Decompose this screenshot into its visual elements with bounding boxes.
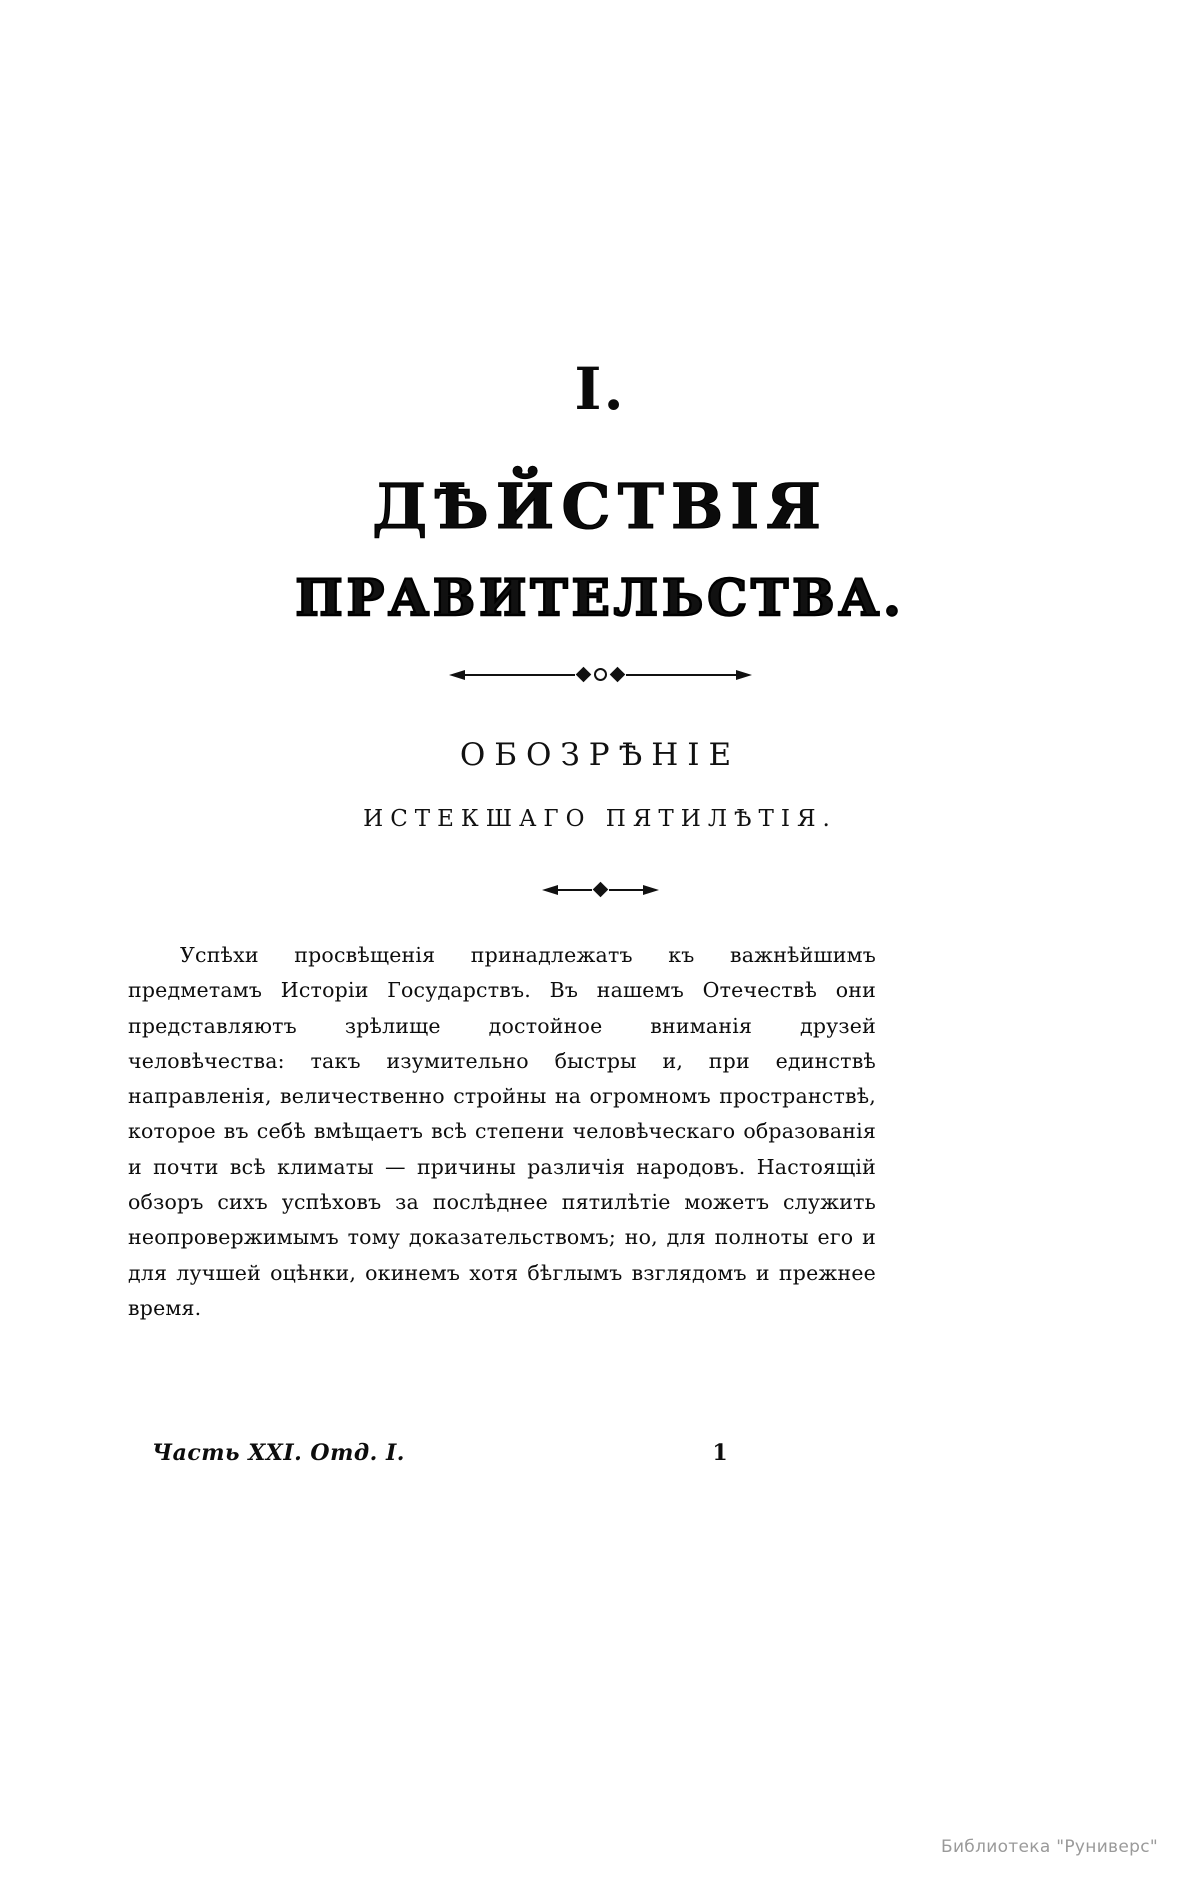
ornament-right-tip-icon xyxy=(736,670,752,680)
library-watermark: Библиотека "Руниверс" xyxy=(941,1837,1158,1857)
paragraph-text: Успѣхи просвѣщенія принадлежатъ къ важнѣйшимъ предметамъ Исторіи Государствъ. Въ нашемъ Отечествѣ они представляютъ зрѣлище достойное вниманія друзей человѣчества: такъ изумительно быстры и, при единствѣ направленія, величественно стройны на огромномъ пространствѣ, которое въ себѣ вмѣщаетъ всѣ степени человѣческаго образованія и почти всѣ климаты — причины различія народовъ. Настоящій обзоръ сихъ успѣховъ за послѣднее пятилѣтіе можетъ служить неопровержимымъ тому доказательствомъ; но, для полноты его и для лучшей оцѣнки, окинемъ хотя бѣглымъ взглядомъ и прежнее время. xyxy=(128,943,876,1320)
ornament-left-tip-icon xyxy=(449,670,465,680)
section-numeral: I. xyxy=(574,355,626,423)
ornament-small-bar-right xyxy=(609,889,643,891)
ornament-small-left-tip-icon xyxy=(542,885,558,895)
article-title: ОБОЗРѢНІЕ xyxy=(459,737,741,773)
ornament-small-right-tip-icon xyxy=(643,885,659,895)
ornament-small-bar-left xyxy=(558,889,592,891)
article-subtitle: ИСТЕКШАГО ПЯТИЛѢТІЯ. xyxy=(363,806,837,832)
display-subheading: ПРАВИТЕЛЬСТВА. xyxy=(295,568,905,627)
ornament-diamond-left-icon xyxy=(575,667,591,683)
display-heading: ДѢЙСТВІЯ xyxy=(372,470,828,543)
ornament-small-diamond-icon xyxy=(592,882,608,898)
body-paragraph xyxy=(128,938,876,1326)
ornament-ring-icon xyxy=(594,668,607,681)
ornament-bar-left xyxy=(465,674,575,676)
ornament-bar-right xyxy=(626,674,736,676)
page-number: 1 xyxy=(712,1440,728,1466)
ornamental-divider-top xyxy=(0,668,1200,681)
volume-signature: Часть XXI. Отд. I. xyxy=(152,1440,405,1466)
ornament-diamond-right-icon xyxy=(609,667,625,683)
ornamental-divider-small xyxy=(0,884,1200,895)
